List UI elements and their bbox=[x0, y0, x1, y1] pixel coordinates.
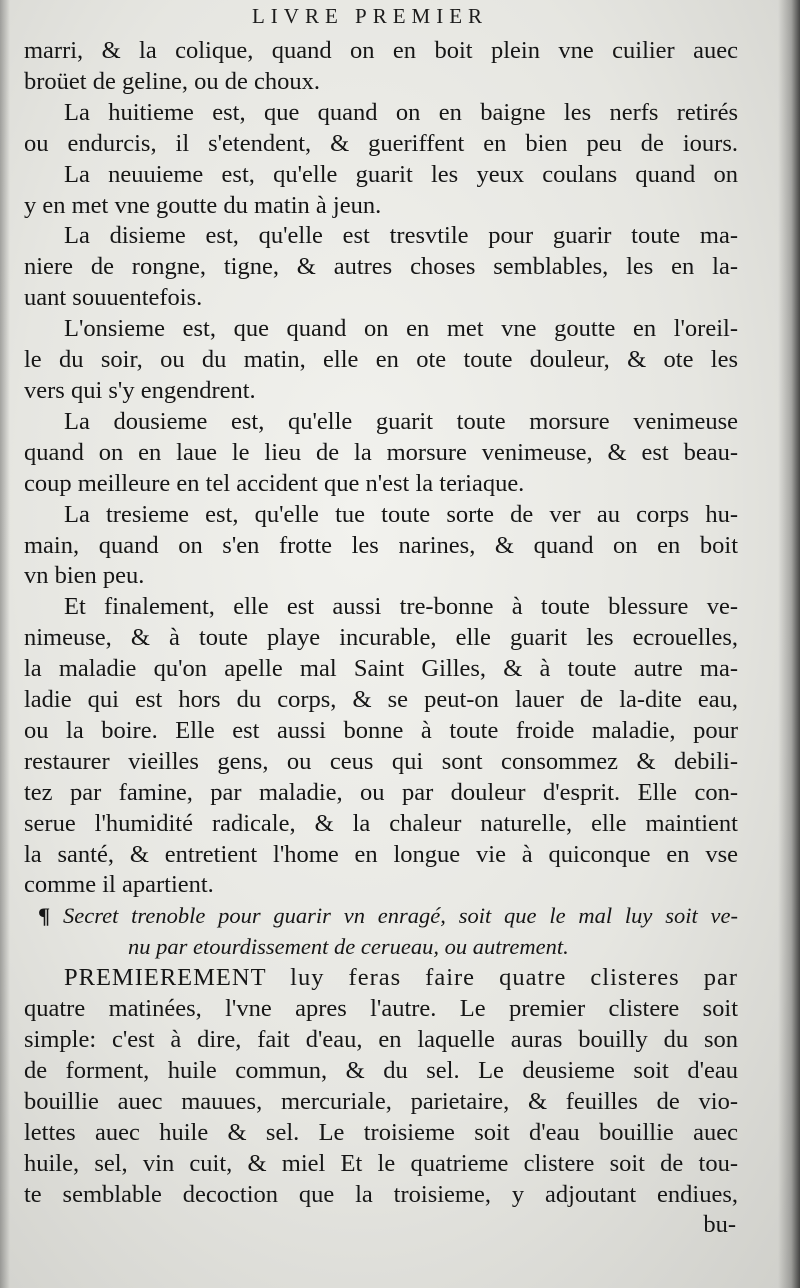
text-line: La neuuieme est, qu'elle guarit les yeux coulans quand on bbox=[64, 160, 738, 188]
text-line: huile, sel, vin cuit, & miel Et le quatrieme clistere soit de tou- bbox=[24, 1149, 738, 1177]
text-line: nimeuse, & à toute playe incurable, elle guarit les ecrouelles, bbox=[24, 624, 738, 652]
catchword: bu- bbox=[703, 1211, 736, 1239]
text-line: la maladie qu'on apelle mal Saint Gilles, & à toute autre ma- bbox=[24, 655, 738, 683]
text-line: L'onsieme est, que quand on en met vne goutte en l'oreil- bbox=[64, 315, 738, 343]
rubric-line: nu par etourdissement de cerueau, ou autrement. bbox=[128, 934, 569, 960]
rubric-text: Secret trenoble pour guarir vn enragé, soit que le mal luy soit ve- bbox=[62, 903, 738, 929]
text-line: bouillie auec mauues, mercuriale, parietaire, & feuilles de vio- bbox=[24, 1087, 738, 1115]
text-line: restaurer vieilles gens, ou ceus qui sont consommez & debili- bbox=[24, 747, 738, 775]
body-text bbox=[24, 36, 738, 1241]
text-line: quatre matinées, l'vne apres l'autre. Le premier clistere soit bbox=[24, 995, 738, 1023]
text-line: La dousieme est, qu'elle guarit toute morsure venimeuse bbox=[64, 407, 738, 435]
text-line: uant souuentefois. bbox=[24, 284, 203, 312]
rubric-line bbox=[24, 901, 738, 932]
text-line: comme il apartient. bbox=[24, 871, 214, 899]
text-line: main, quand on s'en frotte les narines, & quand on en boit bbox=[24, 531, 738, 559]
text-line: le du soir, ou du matin, elle en ote toute douleur, & ote les bbox=[24, 346, 738, 374]
text-line: simple: c'est à dire, fait d'eau, en laquelle auras bouilly du son bbox=[24, 1026, 738, 1053]
text-line: de forment, huile commun, & du sel. Le deusieme soit d'eau bbox=[24, 1056, 738, 1084]
running-head: LIVRE PREMIER bbox=[251, 4, 489, 28]
text-line: La huitieme est, que quand on en baigne les nerfs retirés bbox=[64, 98, 738, 126]
text-line: te semblable decoction que la troisieme, y adjoutant endiues, bbox=[24, 1180, 738, 1208]
text-line: tez par famine, par maladie, ou par douleur d'esprit. Elle con- bbox=[24, 778, 738, 806]
text-line: vers qui s'y engendrent. bbox=[24, 376, 256, 404]
text-line: ladie qui est hors du corps, & se peut-on lauer de la-dite eau, bbox=[24, 686, 738, 714]
text-line: La disieme est, qu'elle est tresvtile pour guarir toute ma- bbox=[64, 222, 738, 250]
text-line: y en met vne goutte du matin à jeun. bbox=[24, 191, 382, 219]
page-edge-shadow bbox=[778, 0, 800, 1288]
text-line: marri, & la colique, quand on en boit plein vne cuilier auec bbox=[24, 37, 738, 64]
text-line: coup meilleure en tel accident que n'est la teriaque. bbox=[24, 469, 525, 497]
text-line: Et finalement, elle est aussi tre-bonne à toute blessure ve- bbox=[64, 593, 738, 621]
text-line: ou endurcis, il s'etendent, & gueriffent en bien peu de iours. bbox=[24, 129, 738, 157]
text-line: PREMIEREMENT luy feras faire quatre clisteres par bbox=[64, 964, 738, 992]
text-line: vn bien peu. bbox=[24, 562, 145, 590]
text-line: quand on en laue le lieu de la morsure venimeuse, & est beau- bbox=[24, 438, 738, 466]
text-line: niere de rongne, tigne, & autres choses semblables, les en la- bbox=[24, 253, 738, 281]
text-line: serue l'humidité radicale, & la chaleur naturelle, elle maintient bbox=[24, 809, 738, 837]
text-line: broüet de geline, ou de choux. bbox=[24, 67, 320, 95]
pilcrow-mark: ¶ bbox=[38, 903, 63, 929]
text-line: la santé, & entretient l'home en longue vie à quiconque en vse bbox=[24, 840, 738, 868]
text-line: La tresieme est, qu'elle tue toute sorte de ver au corps hu- bbox=[64, 500, 738, 528]
text-line: lettes auec huile & sel. Le troisieme soit d'eau bouillie auec bbox=[24, 1118, 738, 1146]
page-gutter-shadow bbox=[0, 0, 10, 1288]
text-line: ou la boire. Elle est aussi bonne à toute froide maladie, pour bbox=[24, 716, 738, 744]
